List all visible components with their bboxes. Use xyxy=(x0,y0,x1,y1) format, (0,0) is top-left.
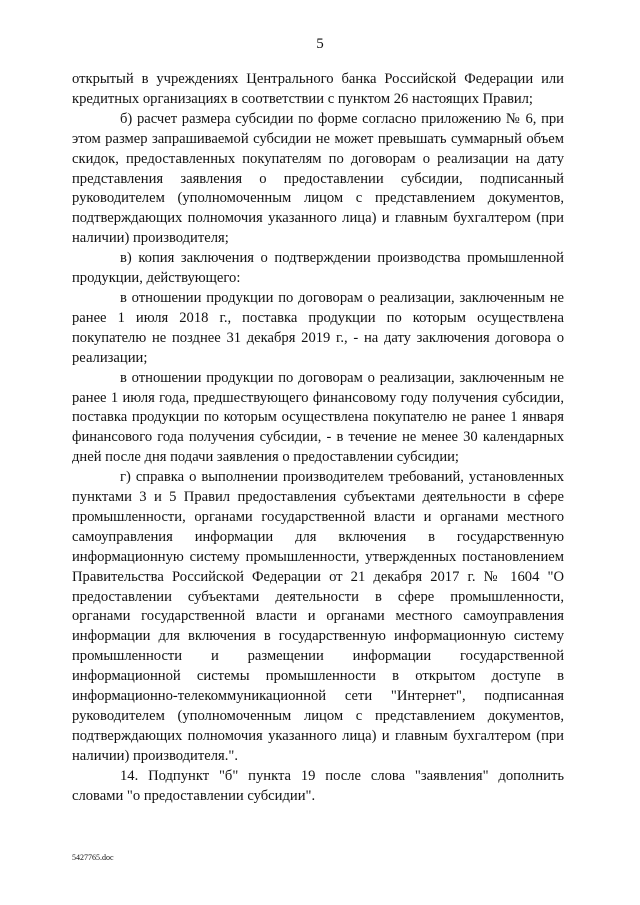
paragraph-item-14: 14. Подпункт "б" пункта 19 после слова "заявления" дополнить словами "о предоставлении субсидии". xyxy=(72,767,564,804)
footer-file-code: 5427765.doc xyxy=(72,853,114,862)
paragraph-item-v-clause-2: в отношении продукции по договорам о реализации, заключенным не ранее 1 июля года, предшествующего финансовому году получения субсидии, поставка продукции по которым осуществлена покупателю не ранее 1 января финансового года получения субсидии, - в течение не менее 30 календарных дней после дня подачи заявления о предоставлении субсидии; xyxy=(72,369,564,466)
paragraph-item-b: б) расчет размера субсидии по форме согласно приложению № 6, при этом размер запрашиваемой субсидии не может превышать суммарный объем скидок, предоставленных покупателям по договорам о реализации на дату представления заявления о предоставлении субсидии, подписанный руководителем (уполномоченным лицом с представлением документов, подтверждающих полномочия указанного лица) и главным бухгалтером (при наличии) производителя; xyxy=(72,110,564,247)
page-number: 5 xyxy=(316,36,324,52)
document-body xyxy=(72,70,564,807)
paragraph-item-v: в) копия заключения о подтверждении производства промышленной продукции, действующего: xyxy=(72,250,564,287)
paragraph-item-v-clause-1: в отношении продукции по договорам о реализации, заключенным не ранее 1 июля 2018 г., поставка продукции по которым осуществлена покупателю не позднее 31 декабря 2019 г., - на дату заключения договора о реализации; xyxy=(72,289,564,366)
paragraph-item-g: г) справка о выполнении производителем требований, установленных пунктами 3 и 5 Правил предоставления субъектами деятельности в сфере промышленности, органами государственной власти и органами местного самоуправления информации для включения в государственную информационную систему промышленности, утвержденных постановлением Правительства Российской Федерации от 21 декабря 2017 г. № 1604 "О предоставлении субъектами деятельности в сфере промышленности, органами государственной власти и органами местного самоуправления информации для включения в государственную информационную систему промышленности и размещении информации государственной информационной системы промышленности в открытом доступе в информационно-телекоммуникационной сети "Интернет", подписанная руководителем (уполномоченным лицом с представлением документов, подтверждающих полномочия указанного лица) и главным бухгалтером (при наличии) производителя.". xyxy=(72,469,564,764)
paragraph-account-continuation: открытый в учреждениях Центрального банка Российской Федерации или кредитных организациях в соответствии с пунктом 26 настоящих Правил; xyxy=(72,71,564,107)
